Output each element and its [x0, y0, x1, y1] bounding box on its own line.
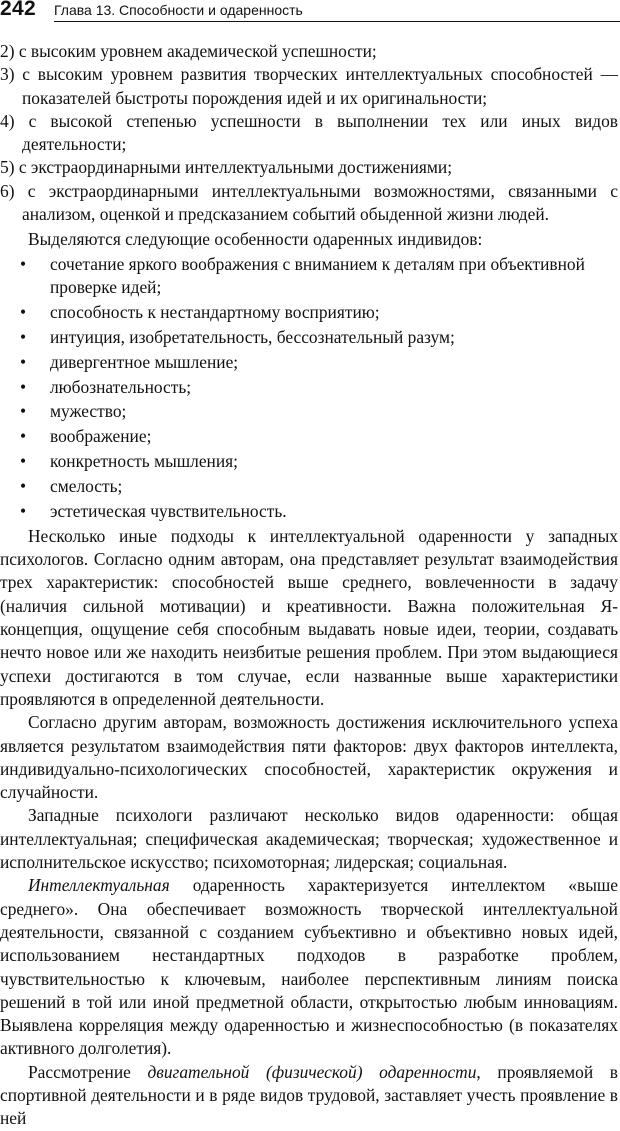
- numbered-item: 2) с высоким уровнем академической успешности;: [0, 41, 377, 61]
- list-item: • способность к нестандартному восприятию;: [0, 301, 618, 324]
- paragraph-text: Рассмотрение: [28, 1061, 148, 1082]
- features-intro: Выделяются следующие особенности одаренных индивидов:: [28, 228, 483, 249]
- list-item: • интуиция, изобретательность, бессознательный разум;: [0, 326, 618, 349]
- list-item: • смелость;: [0, 475, 618, 498]
- header-rule: [54, 21, 620, 22]
- paragraph: [0, 1061, 618, 1131]
- numbered-item: 3) с высоким уровнем развития творческих интеллектуальных способностей — показателей быстроты порождения идей и их оригинальности;: [0, 64, 618, 108]
- list-item: • эстетическая чувствительность.: [0, 500, 618, 523]
- list-item: • конкретность мышления;: [0, 450, 618, 473]
- list-item: • воображение;: [0, 425, 618, 448]
- numbered-item: 4) с высокой степенью успешности в выполнении тех или иных видов деятельности;: [0, 110, 618, 155]
- paragraph: Несколько иные подходы к интеллектуальной одаренности у западных психологов. Согласно одним авторам, она представляет результат взаимодействия трех характеристик: способностей выше среднего, вовлеченности в задачу (наличия сильной мотивации) и креативности. Важна положительная Я-концепция, ощущение себя способным выдавать новые идеи, теории, создавать нечто новое или же находить неизбитые решения проблем. При этом выдающиеся успехи достигаются в том случае, если названные выше характеристики проявляются в определенной деятельности.: [0, 525, 618, 709]
- paragraph-text: одаренность характеризуется интеллектом «выше среднего». Она обеспечивает возможность творческой интеллектуальной деятельности, связанной с созданием субъективно и объективно новых идей, использованием нестандартных подходов в разработке проблем, чувствительностью к ключевым, наиболее перспективным линиям поиска решений в той или иной предметной области, открытостью любым инновациям. Выявлена корреляция между одаренностью и жизнеспособностью (в показателях активного долголетия).: [0, 875, 618, 1059]
- paragraph: Западные психологи различают несколько видов одаренности: общая интеллектуальная; специфическая академическая; творческая; художественное и исполнительское искусство; психомоторная; лидерская; социальная.: [0, 805, 618, 873]
- italic-term: двигательной (физической) одаренности: [147, 1061, 477, 1082]
- list-item: • сочетание яркого воображения с вниманием к деталям при объективной проверке идей;: [0, 253, 618, 300]
- paragraph-text: , проявляемой в спортивной деятельности и в ряде видов трудовой, заставляет учесть проявление в ней: [0, 1061, 618, 1129]
- numbered-item: 5) с экстраординарными интеллектуальными достижениями;: [0, 157, 453, 178]
- list-item: • любознательность;: [0, 376, 618, 399]
- italic-term: Интеллектуальная: [28, 875, 170, 896]
- page-body: [0, 40, 618, 1131]
- numbered-item: 6) с экстраординарными интеллектуальными возможностями, связанными с анализом, оценкой и предсказанием событий обыденной жизни людей.: [0, 180, 618, 225]
- features-list: [0, 253, 618, 524]
- list-item: • мужество;: [0, 400, 618, 423]
- page-header: [0, 0, 620, 26]
- list-item: • дивергентное мышление;: [0, 351, 618, 374]
- page-number: 242: [0, 0, 36, 20]
- paragraph: [0, 874, 618, 1060]
- paragraph: Согласно другим авторам, возможность достижения исключительного успеха является результатом взаимодействия пяти факторов: двух факторов интеллекта, индивидуально-психологических способностей, характеристик окружения и случайности.: [0, 712, 618, 803]
- running-title: Глава 13. Способности и одаренность: [54, 2, 303, 18]
